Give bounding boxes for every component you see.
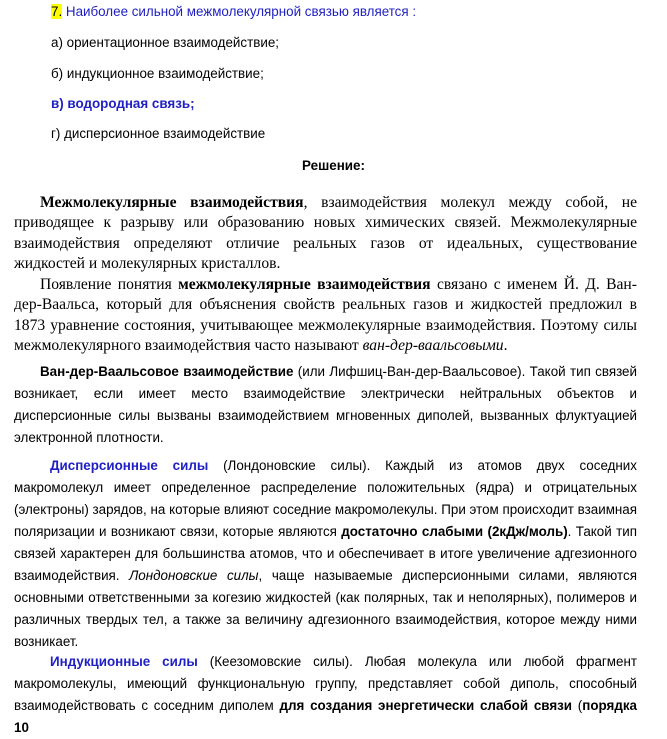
paragraph-history — [14, 275, 637, 357]
paragraph-vdw — [14, 361, 637, 449]
bold-order: порядка 10 — [14, 698, 637, 735]
bold-weak-bond: для создания энергетически слабой связи — [279, 698, 573, 713]
paragraph-text: связано с именем Й. Д. Ван-дер-Ваальса, который для объяснения свойств реальных газов и жидкостей предложил в 1873 уравнение состояния, учитывающее межмолекулярные взаимодействия. Поэтому силы межмолекулярного взаимодействия часто называют — [14, 276, 637, 355]
paragraph-induction — [14, 651, 637, 739]
italic-london: Лондоновские силы — [129, 568, 259, 583]
solution-title: Решение: — [302, 158, 365, 173]
paragraph-text: , взаимодействия молекул между собой, не приводящее к разрыву или образованию новых химических связей. Межмолекулярные взаимодействия определяют отличие реальных газов от идеальных, существование жидкостей и молекулярных кристаллов. — [14, 194, 637, 273]
paragraph-dispersion — [14, 455, 637, 653]
option-b: б) индукционное взаимодействие; — [51, 66, 264, 81]
term-intermolecular-2: межмолекулярные взаимодействия — [178, 276, 431, 293]
paragraph-text: Появление понятия — [40, 276, 179, 293]
paragraph-text: (или Лифшиц-Ван-дер-Ваальсовое). Такой тип связей возникает, если имеет место взаимодействие электрически нейтральных объектов и дисперсионные силы вызваны взаимодействием мгновенных диполей, вызванных флуктуацией электронной плотности. — [14, 364, 637, 445]
paragraph-text: ( — [572, 698, 583, 713]
term-induction: Индукционные силы — [50, 654, 198, 669]
term-dispersion: Дисперсионные силы — [50, 458, 209, 473]
bold-weak-bonds: достаточно слабыми (2кДж/моль) — [341, 524, 568, 539]
paragraph-text: , чаще называемые дисперсионными силами, являются основными ответственными за когезию жидкостей (как полярных, так и неполярных), полимеров и различных твердых тел, а также за величину адгезионного взаимодействия, которое между ними возникает. — [14, 568, 637, 649]
paragraph-intermolecular — [14, 193, 637, 275]
option-d: г) дисперсионное взаимодействие — [51, 126, 266, 141]
term-van-der-waals: ван-дер-ваальсовыми — [362, 337, 504, 355]
paragraph-text: (Лондоновские силы). Каждый из атомов двух соседних макромолекул имеет определенное распределение положительных (ядра) и отрицательных (электроны) зарядов, на которые влияют соседние макромолекулы. При этом происходит взаимная поляризации и возникают связи, которые являются — [14, 458, 637, 539]
question-line — [51, 4, 416, 19]
term-intermolecular: Межмолекулярные взаимодействия — [40, 194, 304, 211]
question-number: 7. — [51, 4, 63, 19]
question-text: Наиболее сильной межмолекулярной связью является : — [62, 4, 417, 19]
paragraph-text: (Кеезомовские силы). Любая молекула или любой фрагмент макромолекулы, имеющий функциональную группу, представляет собой диполь, способный взаимодействовать с соседним диполем — [14, 654, 637, 713]
option-a: а) ориентационное взаимодействие; — [51, 35, 279, 50]
option-c-correct: в) водородная связь; — [51, 96, 195, 111]
term-vdw: Ван-дер-Ваальсовое взаимодействие — [40, 364, 294, 379]
paragraph-text: . Такой тип связей характерен для большинства атомов, что и обеспечивает в итоге увеличение адгезионного взаимодействия. — [14, 524, 637, 583]
paragraph-text: . — [503, 337, 508, 355]
